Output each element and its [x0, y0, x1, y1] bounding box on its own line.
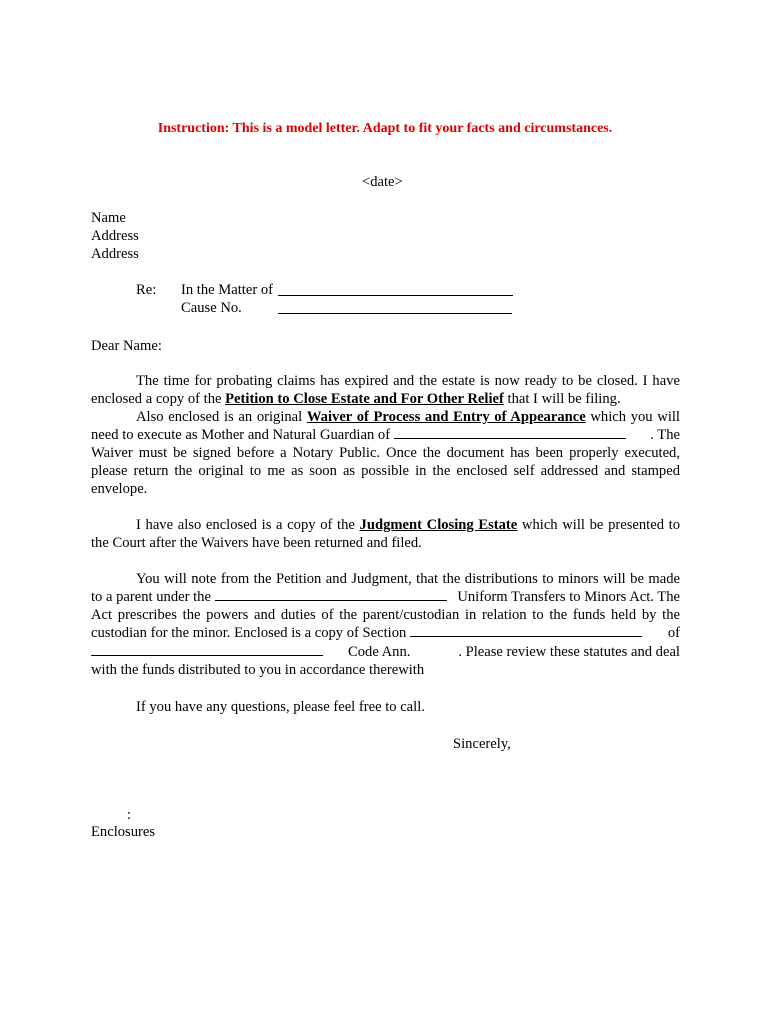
petition-document-title: Petition to Close Estate and For Other Relief	[225, 391, 504, 407]
recipient-address-2: Address	[91, 246, 139, 262]
closing: Sincerely,	[453, 736, 511, 752]
signature-colon: :	[127, 807, 132, 823]
waiver-document-title: Waiver of Process and Entry of Appearance	[306, 409, 586, 425]
state-act-blank[interactable]	[215, 588, 447, 601]
p1-line-2: enclosed a copy of the Petition to Close Estate and For Other Relief that I will be filing.	[91, 391, 621, 407]
matter-blank[interactable]	[278, 280, 513, 296]
p2-line-4: please return the original to me as soon as possible in the enclosed self addressed and stamped	[91, 463, 680, 479]
date-placeholder: <date>	[362, 174, 403, 190]
recipient-address-1: Address	[91, 228, 139, 244]
p1-line-1: The time for probating claims has expired and the estate is now ready to be closed. I have	[136, 373, 680, 389]
p4-line-6: with the funds distributed to you in accordance therewith	[91, 662, 425, 678]
instruction-note: Instruction: This is a model letter. Adapt to fit your facts and circumstances.	[157, 121, 613, 136]
re-label: Re:	[136, 282, 157, 298]
guardian-of-blank[interactable]	[394, 426, 626, 439]
p4-line-2: to a parent under the Uniform Transfers to Minors Act. The	[91, 589, 680, 605]
p4-line-3: Act prescribes the powers and duties of the parent/custodian in relation to the funds held by the	[91, 607, 680, 623]
p2-line-2: need to execute as Mother and Natural Guardian of . The	[91, 427, 680, 443]
judgment-document-title: Judgment Closing Estate	[359, 517, 518, 533]
enclosures-label: Enclosures	[91, 824, 156, 840]
p4-line-4: custodian for the minor. Enclosed is a copy of Section of	[91, 625, 680, 641]
recipient-name: Name	[91, 210, 126, 226]
matter-label: In the Matter of	[181, 282, 273, 298]
cause-label: Cause No.	[181, 300, 242, 316]
p4-line-1: You will note from the Petition and Judgment, that the distributions to minors will be made	[136, 571, 680, 587]
p2-line-3: Waiver must be signed before a Notary Public. Once the document has been properly executed,	[91, 445, 680, 461]
salutation: Dear Name:	[91, 338, 162, 354]
p5-line: If you have any questions, please feel free to call.	[136, 699, 425, 715]
cause-blank[interactable]	[278, 298, 512, 314]
p4-line-5: Code Ann. . Please review these statutes and deal	[91, 643, 680, 661]
p2-line-1: Also enclosed is an original Waiver of Process and Entry of Appearance which you will	[136, 409, 680, 425]
p2-line-5: envelope.	[91, 481, 148, 497]
p3-line-2: the Court after the Waivers have been returned and filed.	[91, 535, 422, 551]
p3-line-1: I have also enclosed is a copy of the Judgment Closing Estate which will be presented to	[136, 517, 681, 533]
section-blank[interactable]	[410, 624, 642, 637]
code-state-blank[interactable]	[91, 643, 323, 656]
